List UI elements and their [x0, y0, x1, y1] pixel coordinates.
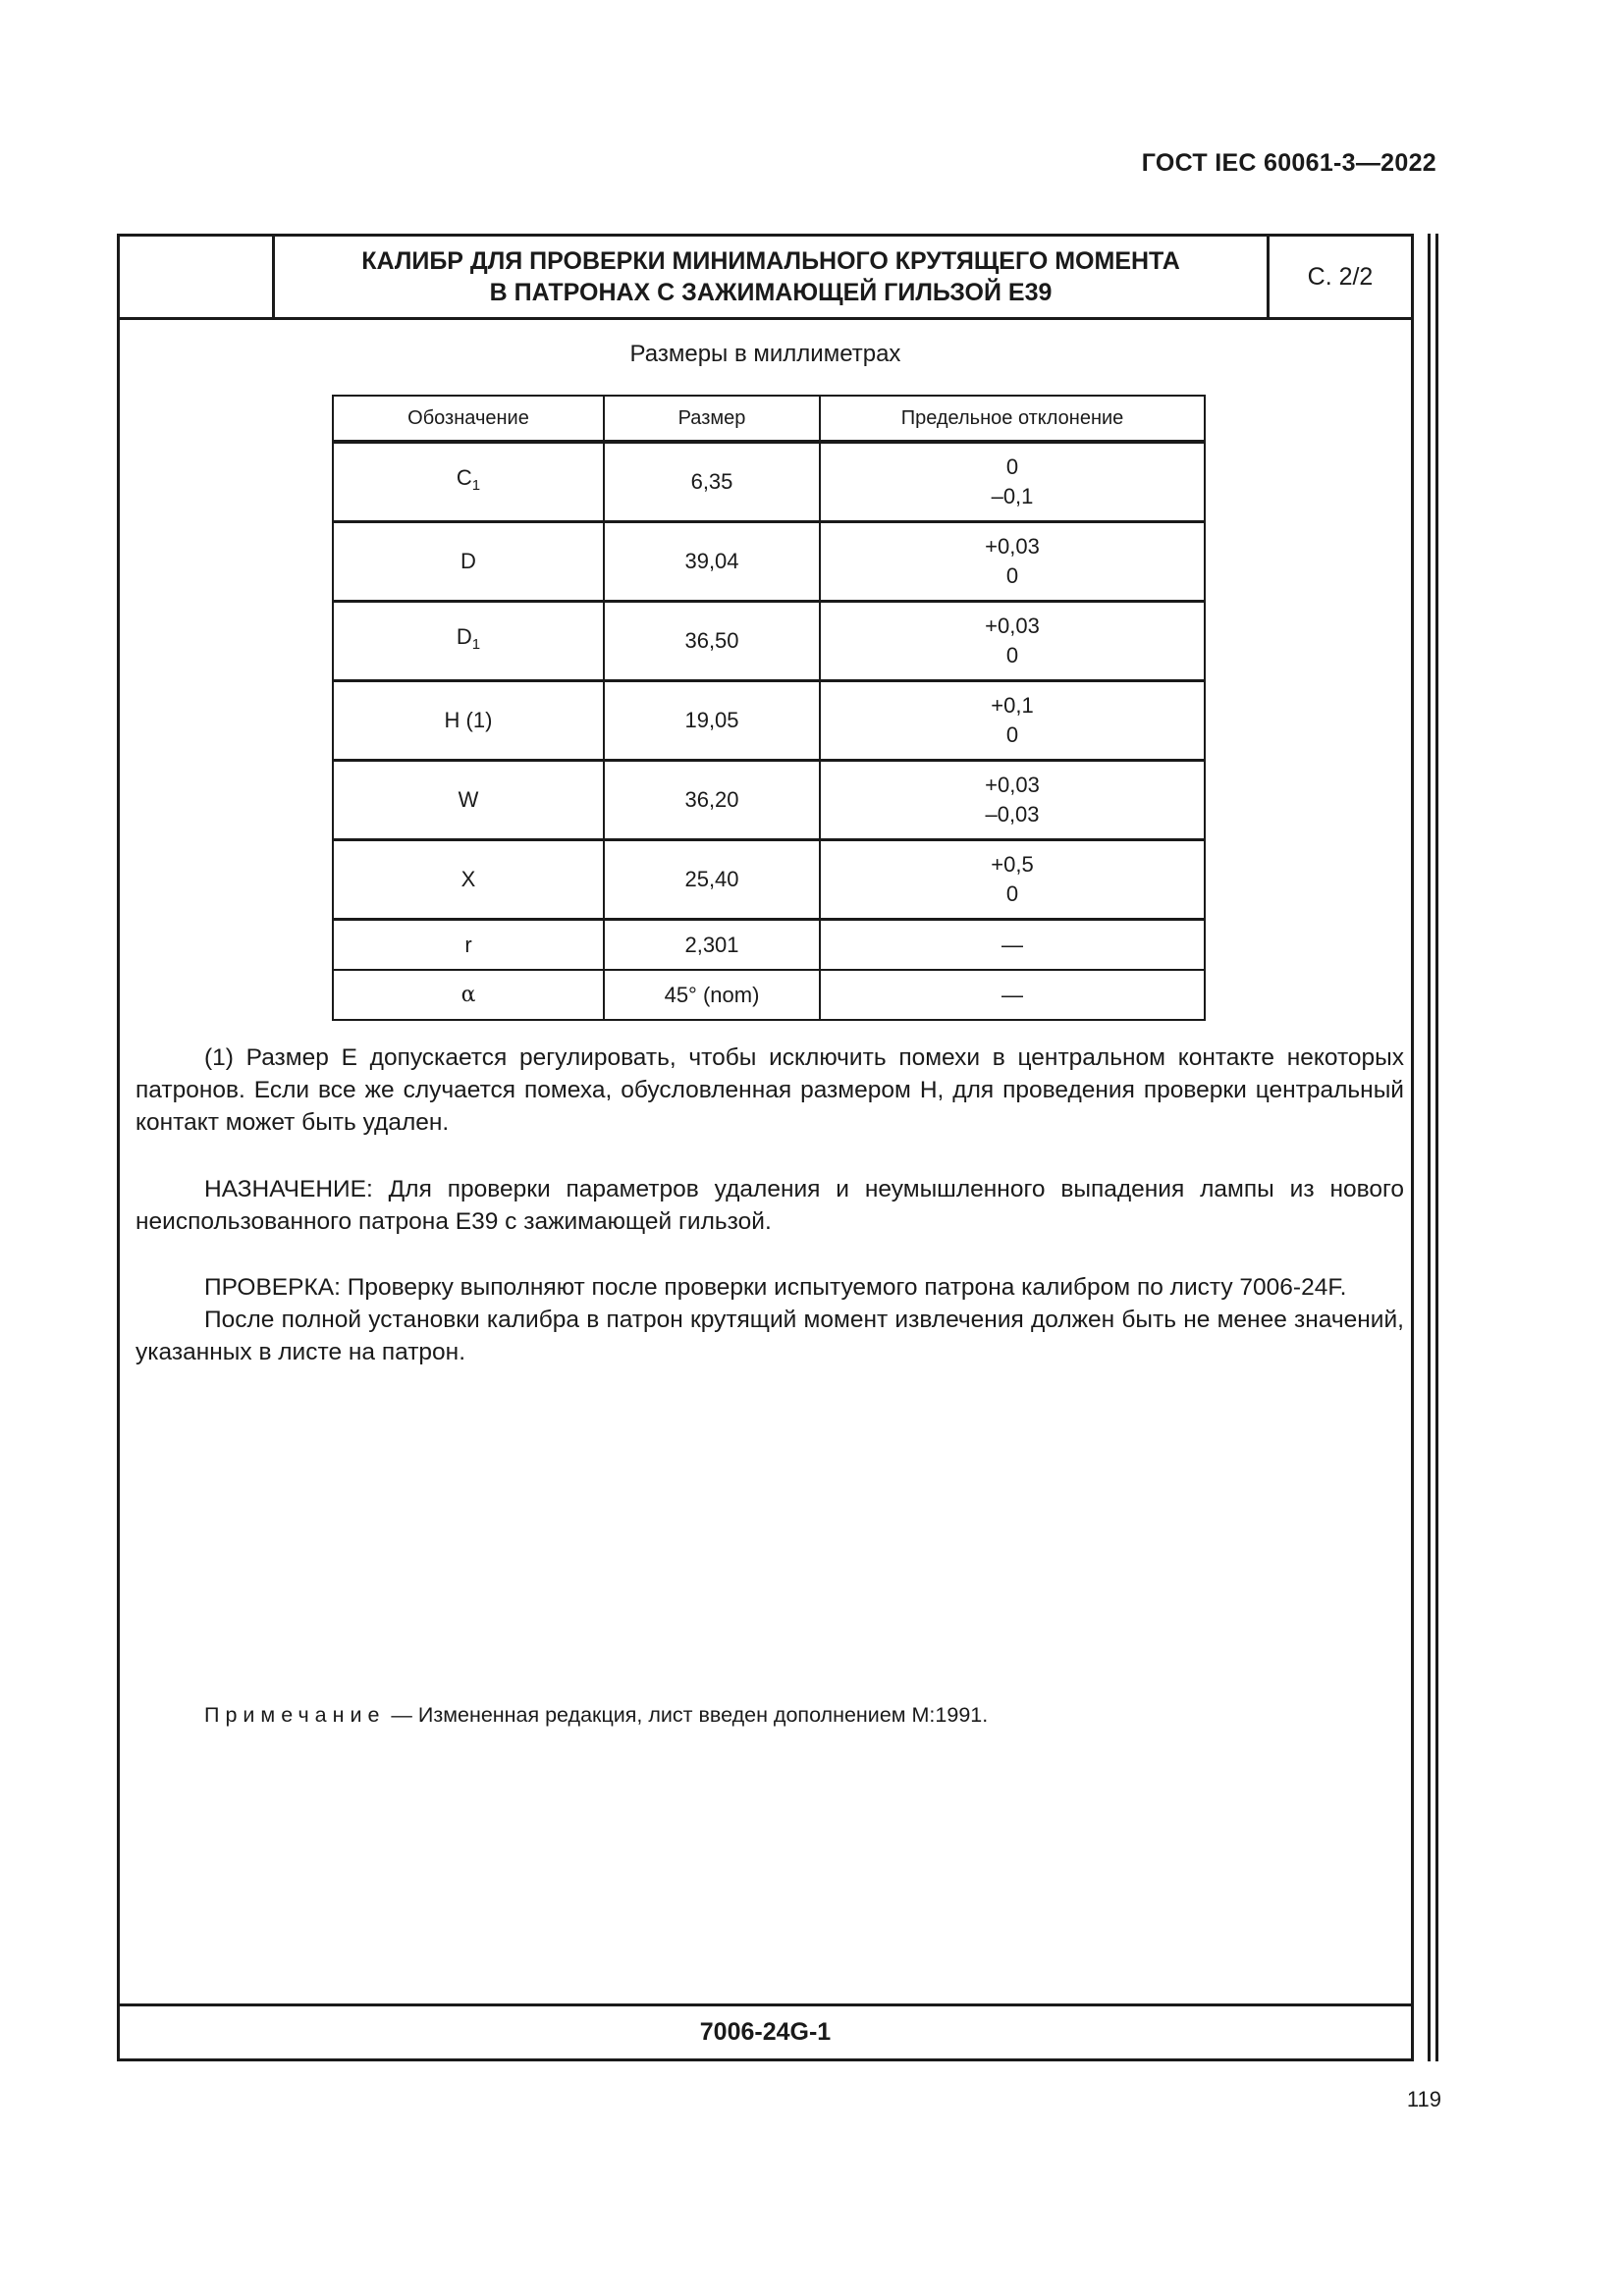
size-cell: 25,40	[604, 840, 820, 920]
size-cell: 36,20	[604, 761, 820, 840]
sheet-page-label: С. 2/2	[1267, 237, 1411, 317]
symbol: W	[458, 787, 479, 812]
check-text: ПРОВЕРКА: Проверку выполняют после проверки испытуемого патрона калибром по листу 7006-24F.	[204, 1274, 1347, 1301]
page-number: 119	[1406, 2087, 1441, 2111]
size-cell: 19,05	[604, 681, 820, 761]
tolerance-cell	[820, 761, 1205, 840]
size-cell: 2,301	[604, 920, 820, 971]
symbol-cell	[333, 522, 604, 602]
tolerance-upper: +0,1	[991, 693, 1034, 718]
size-cell: 36,50	[604, 602, 820, 681]
table-row	[333, 761, 1205, 840]
sheet-title-line: КАЛИБР ДЛЯ ПРОВЕРКИ МИНИМАЛЬНОГО КРУТЯЩЕГО МОМЕНТА	[361, 247, 1180, 275]
tolerance-cell	[820, 522, 1205, 602]
tolerance-upper: +0,03	[985, 614, 1040, 638]
frame-double-rule	[1435, 234, 1438, 2061]
symbol: X	[460, 867, 476, 891]
symbol-cell	[333, 761, 604, 840]
tolerance-cell: —	[820, 920, 1205, 971]
sheet-title	[275, 237, 1267, 317]
symbol: D	[460, 549, 476, 573]
tolerance-cell	[820, 602, 1205, 681]
symbol: r	[464, 932, 472, 957]
symbol-cell	[333, 681, 604, 761]
purpose-paragraph	[135, 1173, 1404, 1238]
tolerance-upper: +0,03	[985, 773, 1040, 797]
table-row	[333, 840, 1205, 920]
sheet-footer-code: 7006-24G-1	[120, 2003, 1411, 2058]
header-blank-cell	[120, 237, 275, 317]
tolerance-lower: 0	[1005, 881, 1019, 906]
symbol-cell	[333, 602, 604, 681]
tolerance-lower: 0	[1005, 643, 1019, 667]
footnote-paragraph	[135, 1041, 1404, 1139]
sheet-title-line: В ПАТРОНАХ С ЗАЖИМАЮЩЕЙ ГИЛЬЗОЙ Е39	[489, 279, 1053, 306]
tolerance-lower: 0	[1005, 722, 1019, 747]
sheet-header	[120, 237, 1411, 320]
column-header: Предельное отклонение	[820, 396, 1205, 442]
table-row	[333, 442, 1205, 522]
symbol-cell	[333, 920, 604, 971]
tolerance-lower: –0,03	[985, 802, 1040, 827]
symbol: H (1)	[444, 708, 493, 732]
table-header-row	[333, 396, 1205, 442]
table-row	[333, 522, 1205, 602]
symbol: C	[456, 465, 472, 490]
tolerance-upper: +0,5	[991, 852, 1034, 877]
size-cell: 6,35	[604, 442, 820, 522]
column-header: Размер	[604, 396, 820, 442]
footnote-text: (1) Размер E допускается регулировать, чтобы исключить помехи в центральном контакте некоторых патронов. Если все же случается помеха, обусловленная размером H, для проведения проверки центральный контакт может быть удален.	[135, 1044, 1404, 1136]
symbol-subscript: 1	[471, 636, 481, 653]
symbol: α	[460, 982, 476, 1007]
dimensions-table	[332, 395, 1206, 1021]
symbol: D	[456, 624, 472, 649]
purpose-text: НАЗНАЧЕНИЕ: Для проверки параметров удаления и неумышленного выпадения лампы из нового неиспользованного патрона E39 с зажимающей гильзой.	[135, 1176, 1404, 1235]
note	[204, 1703, 988, 1728]
symbol-cell	[333, 442, 604, 522]
tolerance-lower: 0	[1005, 563, 1019, 588]
table-row	[333, 602, 1205, 681]
tolerance-cell	[820, 681, 1205, 761]
tolerance-cell	[820, 442, 1205, 522]
frame-double-rule	[1428, 234, 1431, 2061]
check-text-continued: После полной установки калибра в патрон крутящий момент извлечения должен быть не менее значений, указанных в листе на патрон.	[135, 1307, 1404, 1365]
tolerance-lower: –0,1	[991, 484, 1034, 508]
tolerance-cell	[820, 840, 1205, 920]
tolerance-upper: +0,03	[985, 534, 1040, 559]
sheet-frame	[117, 234, 1414, 2061]
symbol-cell	[333, 970, 604, 1020]
size-cell: 45° (nom)	[604, 970, 820, 1020]
table-row	[333, 681, 1205, 761]
tolerance-upper: 0	[1005, 454, 1019, 479]
size-cell: 39,04	[604, 522, 820, 602]
note-text: — Измененная редакция, лист введен дополнением М:1991.	[385, 1703, 989, 1727]
note-label: Примечание	[204, 1703, 386, 1727]
units-caption: Размеры в миллиметрах	[629, 341, 901, 367]
table-row	[333, 970, 1205, 1020]
document-code: ГОСТ IEC 60061-3—2022	[1141, 149, 1436, 177]
column-header: Обозначение	[333, 396, 604, 442]
table-row	[333, 920, 1205, 971]
symbol-cell	[333, 840, 604, 920]
tolerance-cell: —	[820, 970, 1205, 1020]
symbol-subscript: 1	[471, 477, 481, 494]
check-paragraph	[135, 1271, 1404, 1368]
